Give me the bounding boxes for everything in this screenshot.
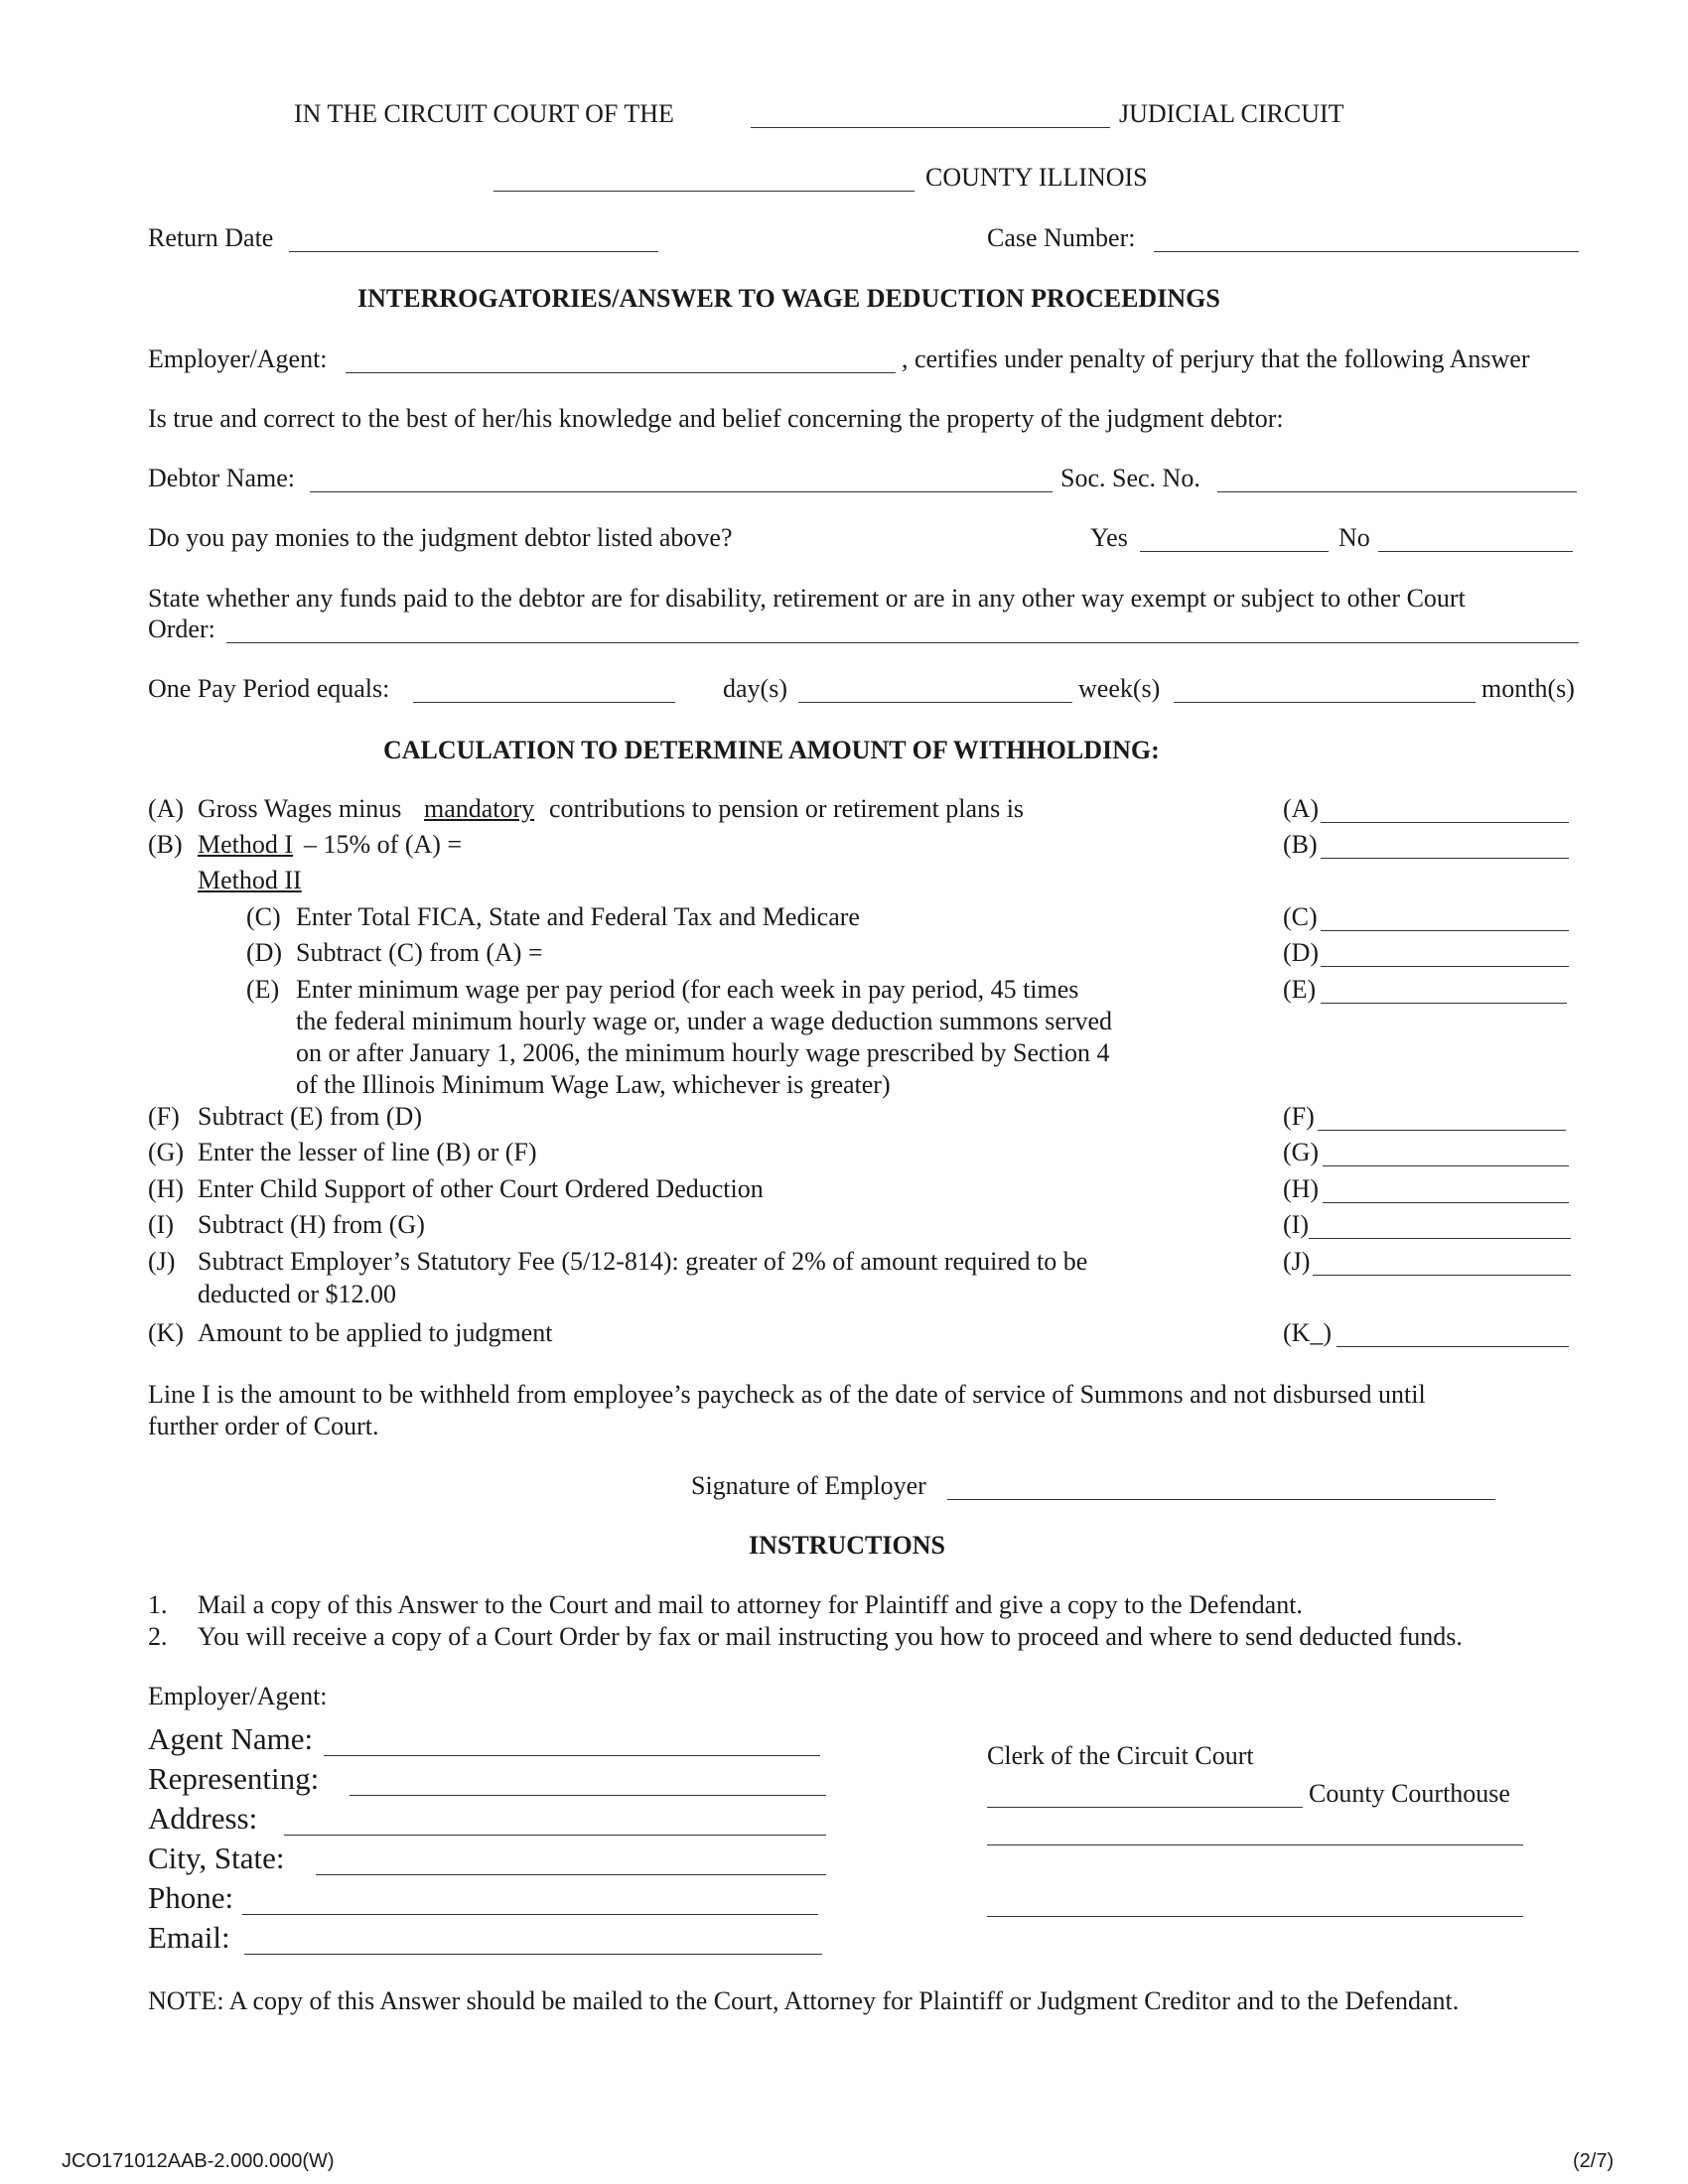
calc-e-line2: the federal minimum hourly wage or, under a wage deduction summons served — [296, 1007, 1113, 1035]
field-f-input[interactable] — [1318, 1130, 1566, 1131]
return-date-label: Return Date — [148, 223, 274, 252]
city-state-field[interactable] — [316, 1874, 826, 1875]
agent-block-header: Employer/Agent: — [148, 1682, 328, 1710]
county-field[interactable] — [493, 191, 914, 192]
calc-c-letter: (C) — [246, 902, 281, 931]
ssn-label: Soc. Sec. No. — [1060, 464, 1200, 492]
calc-b-method: Method I — [198, 830, 294, 859]
calc-k-letter: (K) — [148, 1318, 185, 1347]
calc-a-text-underlined: mandatory — [424, 794, 535, 823]
clerk-address-line-2[interactable] — [987, 1916, 1523, 1917]
calc-d-text: Subtract (C) from (A) = — [296, 938, 543, 967]
representing-label: Representing: — [148, 1761, 320, 1796]
field-i-label: (I) — [1283, 1210, 1309, 1239]
instruction-1-num: 1. — [148, 1590, 168, 1619]
form-title: INTERROGATORIES/ANSWER TO WAGE DEDUCTION PROCEEDINGS — [357, 284, 1220, 313]
field-b-input[interactable] — [1321, 858, 1569, 859]
signature-field[interactable] — [947, 1499, 1495, 1500]
field-g-label: (G) — [1283, 1138, 1320, 1166]
calc-g-letter: (G) — [148, 1138, 185, 1166]
calc-b-letter: (B) — [148, 830, 183, 859]
instruction-1-text: Mail a copy of this Answer to the Court and mail to attorney for Plaintiff and give a copy to the Defendant. — [198, 1590, 1303, 1619]
calc-d-letter: (D) — [246, 938, 283, 967]
field-h-input[interactable] — [1323, 1202, 1569, 1203]
field-d-input[interactable] — [1321, 966, 1569, 967]
field-h-label: (H) — [1283, 1174, 1320, 1203]
county-courthouse-label: County Courthouse — [1309, 1779, 1510, 1808]
yes-label: Yes — [1090, 523, 1128, 552]
field-g-input[interactable] — [1323, 1165, 1569, 1166]
address-label: Address: — [148, 1801, 258, 1836]
calc-j-line1: Subtract Employer’s Statutory Fee (5/12-814): greater of 2% of amount required to be — [198, 1247, 1088, 1276]
calc-e-letter: (E) — [246, 975, 280, 1004]
weeks-label: week(s) — [1078, 674, 1161, 703]
calc-i-text: Subtract (H) from (G) — [198, 1210, 425, 1239]
clerk-county-field[interactable] — [987, 1807, 1303, 1808]
email-label: Email: — [148, 1920, 230, 1955]
instructions-title: INSTRUCTIONS — [749, 1531, 945, 1560]
instruction-2-num: 2. — [148, 1622, 168, 1651]
calc-h-text: Enter Child Support of other Court Ordered Deduction — [198, 1174, 764, 1203]
pay-period-label: One Pay Period equals: — [148, 674, 390, 703]
page-number: (2/7) — [1573, 2150, 1615, 2172]
certification-line2: Is true and correct to the best of her/his knowledge and belief concerning the property of the judgment debtor: — [148, 404, 1284, 433]
calc-a-letter: (A) — [148, 794, 185, 823]
county-suffix: COUNTY ILLINOIS — [925, 163, 1148, 192]
field-e-input[interactable] — [1321, 1003, 1567, 1004]
field-e-label: (E) — [1283, 975, 1317, 1004]
calc-i-letter: (I) — [148, 1210, 174, 1239]
mailing-note: NOTE: A copy of this Answer should be mailed to the Court, Attorney for Plaintiff or Judgment Creditor and to the Defendant. — [148, 1986, 1460, 2015]
field-i-input[interactable] — [1309, 1238, 1571, 1239]
exempt-order-field[interactable] — [226, 642, 1579, 643]
clerk-address-line-1[interactable] — [987, 1844, 1523, 1845]
calc-g-text: Enter the lesser of line (B) or (F) — [198, 1138, 537, 1166]
field-a-input[interactable] — [1321, 822, 1569, 823]
address-field[interactable] — [284, 1835, 826, 1836]
yes-field[interactable] — [1140, 551, 1329, 552]
calc-k-text: Amount to be applied to judgment — [198, 1318, 553, 1347]
signature-label: Signature of Employer — [691, 1471, 926, 1500]
city-state-label: City, State: — [148, 1841, 285, 1875]
field-d-label: (D) — [1283, 938, 1320, 967]
representing-field[interactable] — [350, 1795, 826, 1796]
calc-e-line3: on or after January 1, 2006, the minimum hourly wage prescribed by Section 4 — [296, 1038, 1110, 1067]
judicial-circuit-field[interactable] — [751, 127, 1110, 128]
certification-suffix: , certifies under penalty of perjury that the following Answer — [902, 344, 1530, 373]
calc-j-line2: deducted or $12.00 — [198, 1280, 397, 1308]
phone-label: Phone: — [148, 1880, 234, 1915]
field-c-input[interactable] — [1321, 930, 1569, 931]
pay-period-weeks-field[interactable] — [798, 702, 1072, 703]
calc-f-letter: (F) — [148, 1102, 180, 1131]
no-field[interactable] — [1378, 551, 1573, 552]
clerk-title: Clerk of the Circuit Court — [987, 1741, 1254, 1770]
calc-h-letter: (H) — [148, 1174, 185, 1203]
field-j-label: (J) — [1283, 1247, 1311, 1276]
return-date-field[interactable] — [289, 251, 658, 252]
months-label: month(s) — [1481, 674, 1575, 703]
agent-name-label: Agent Name: — [148, 1721, 314, 1756]
exempt-question-line1: State whether any funds paid to the debtor are for disability, retirement or are in any other way exempt or subject to other Court — [148, 584, 1466, 613]
days-label: day(s) — [723, 674, 787, 703]
no-label: No — [1338, 523, 1370, 552]
calc-e-line1: Enter minimum wage per pay period (for each week in pay period, 45 times — [296, 975, 1079, 1004]
pay-period-days-field[interactable] — [413, 702, 675, 703]
field-c-label: (C) — [1283, 902, 1318, 931]
field-a-label: (A) — [1283, 794, 1320, 823]
instruction-2-text: You will receive a copy of a Court Order by fax or mail instructing you how to proceed and where to send deducted funds. — [198, 1622, 1463, 1651]
field-j-input[interactable] — [1313, 1275, 1571, 1276]
calc-a-text-pre: Gross Wages minus — [198, 794, 402, 823]
calculation-title: CALCULATION TO DETERMINE AMOUNT OF WITHHOLDING: — [383, 736, 1160, 764]
calc-method-two: Method II — [198, 866, 302, 894]
court-suffix: JUDICIAL CIRCUIT — [1119, 99, 1344, 128]
phone-field[interactable] — [242, 1914, 818, 1915]
calc-c-text: Enter Total FICA, State and Federal Tax and Medicare — [296, 902, 860, 931]
case-number-label: Case Number: — [987, 223, 1136, 252]
field-b-label: (B) — [1283, 830, 1318, 859]
calc-f-text: Subtract (E) from (D) — [198, 1102, 422, 1131]
pay-period-months-field[interactable] — [1174, 702, 1476, 703]
calc-j-letter: (J) — [148, 1247, 176, 1276]
calc-b-text: – 15% of (A) = — [304, 830, 463, 859]
email-field[interactable] — [244, 1954, 822, 1955]
ssn-field[interactable] — [1217, 491, 1577, 492]
field-f-label: (F) — [1283, 1102, 1315, 1131]
field-k-label: (K_) — [1283, 1318, 1333, 1347]
form-id: JCO171012AAB-2.000.000(W) — [62, 2150, 335, 2172]
pay-question: Do you pay monies to the judgment debtor listed above? — [148, 523, 733, 552]
employer-agent-field[interactable] — [346, 372, 896, 373]
debtor-name-label: Debtor Name: — [148, 464, 296, 492]
withheld-note-line2: further order of Court. — [148, 1412, 379, 1440]
agent-name-field[interactable] — [324, 1755, 820, 1756]
field-k-input[interactable] — [1336, 1346, 1569, 1347]
employer-agent-label: Employer/Agent: — [148, 344, 328, 373]
exempt-order-label: Order: — [148, 614, 215, 643]
withheld-note-line1: Line I is the amount to be withheld from employee’s paycheck as of the date of service of Summons and not disbursed until — [148, 1380, 1426, 1409]
calc-e-line4: of the Illinois Minimum Wage Law, whichever is greater) — [296, 1070, 891, 1099]
court-prefix: IN THE CIRCUIT COURT OF THE — [294, 99, 674, 128]
debtor-name-field[interactable] — [310, 491, 1053, 492]
case-number-field[interactable] — [1154, 251, 1579, 252]
calc-a-text-post: contributions to pension or retirement plans is — [549, 794, 1025, 823]
